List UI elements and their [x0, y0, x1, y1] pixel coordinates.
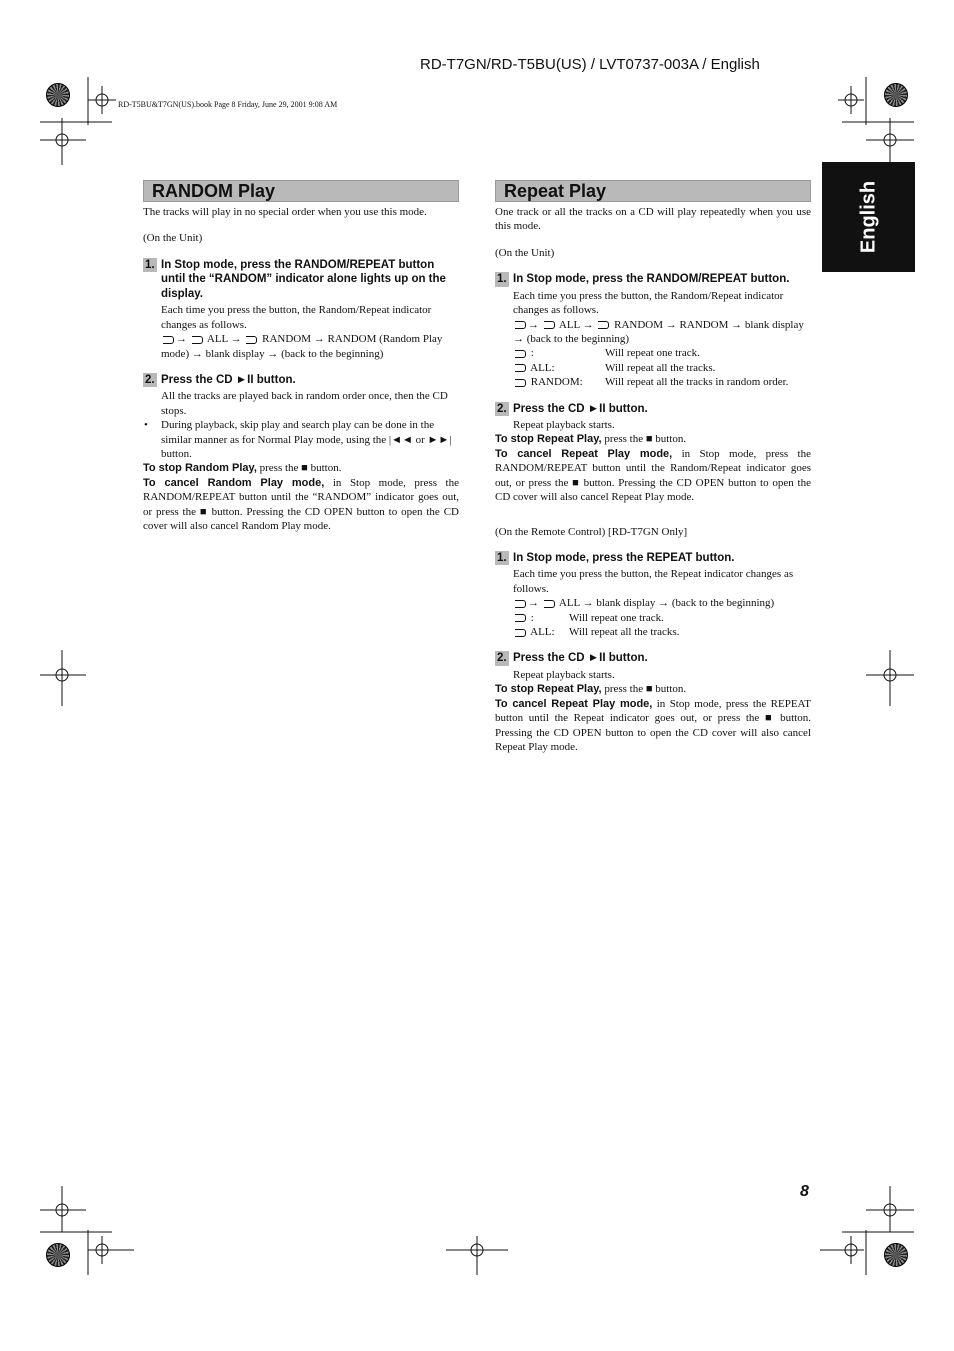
repeat-play-section [495, 180, 811, 754]
step-2: 2. Press the CD ►II button. [145, 373, 296, 386]
intro-text: The tracks will play in no special order when you use this mode. [143, 206, 427, 218]
step-2-desc: Repeat playback starts. [513, 419, 615, 432]
repeat-icon [192, 336, 203, 344]
registration-dial-icon [46, 1243, 70, 1267]
repeat-icon [544, 600, 555, 608]
repeat-icon [515, 321, 526, 329]
repeat-icon [163, 336, 174, 344]
repeat-icon [515, 614, 526, 622]
step-2-desc: All the tracks are played back in random order once, then the CD stops. [161, 390, 448, 417]
registration-dial-icon [884, 1243, 908, 1267]
remote-step-2-desc: Repeat playback starts. [513, 668, 615, 681]
step-1-desc: Each time you press the button, the Random/Repeat indicator changes as follows. [513, 289, 784, 317]
remote-mode-list: : Will repeat one track. ALL: Will repeat all the tracks. [495, 611, 811, 640]
remote-label: (On the Remote Control) [RD-T7GN Only] [495, 525, 688, 538]
remote-step-2: 2. Press the CD ►II button. [497, 652, 648, 665]
repeat-icon [598, 321, 609, 329]
repeat-icon [515, 350, 526, 358]
doc-header: RD-T7GN/RD-T5BU(US) / LVT0737-003A / English [420, 56, 760, 73]
section-title: RANDOM Play [143, 180, 459, 202]
remote-cancel-note: To cancel Repeat Play mode, in Stop mode, press the REPEAT button until the Repeat indicator goes out, or press the ■ button. Pressing the CD OPEN button to open the CD cover will also cancel Repeat Play mode. [495, 697, 811, 753]
book-info: RD-T5BU&T7GN(US).book Page 8 Friday, June 29, 2001 9:08 AM [118, 100, 338, 109]
remote-stop-note: To stop Repeat Play, press the ■ button. [495, 683, 687, 696]
repeat-icon [515, 379, 526, 387]
registration-dial-icon [46, 83, 70, 107]
stop-repeat-note: To stop Repeat Play, press the ■ button. [495, 433, 687, 446]
mode-list: : Will repeat one track. ALL: Will repeat all the tracks. RANDOM: Will repeat all the tracks in random order. [495, 346, 811, 389]
registration-dial-icon [884, 83, 908, 107]
repeat-icon [515, 629, 526, 637]
random-play-section [143, 180, 459, 534]
remote-step-1: 1. In Stop mode, press the REPEAT button. [497, 551, 735, 564]
step-1: 1. In Stop mode, press the RANDOM/REPEAT button. [497, 273, 790, 286]
cancel-repeat-note: To cancel Repeat Play mode, in Stop mode, press the RANDOM/REPEAT button until the Random/Repeat indicator goes out, or press the ■ button. Pressing the CD OPEN button to open the CD cover will also cancel Repeat Play mode. [495, 447, 811, 504]
remote-mode-sequence: → ALL → blank display → (back to the beginning) [495, 596, 811, 610]
step-2: 2. Press the CD ►II button. [497, 402, 648, 415]
remote-step-1-desc: Each time you press the button, the Repeat indicator changes as follows. [513, 568, 794, 595]
step-1-desc: Each time you press the button, the Random/Repeat indicator changes as follows. [161, 304, 432, 331]
mode-sequence: → ALL → RANDOM → RANDOM (Random Play mode) → blank display → (back to the beginning) [161, 333, 443, 360]
intro-text: One track or all the tracks on a CD will play repeatedly when you use this mode. [495, 206, 811, 233]
on-unit-label: (On the Unit) [143, 232, 203, 245]
cancel-random-note: To cancel Random Play mode, in Stop mode, press the RANDOM/REPEAT button until the “RANDOM” indicator goes out, or press the ■ button. Pressing the CD OPEN button to open the CD cover will also cancel Random Play mode. [143, 476, 459, 533]
bullet-note: • During playback, skip play and search play can be done in the similar manner as for Normal Play mode, using the |◄◄ or ►►| button. [143, 418, 459, 461]
section-title: Repeat Play [495, 180, 811, 202]
mode-sequence: → ALL → RANDOM → RANDOM → blank display → (back to the beginning) [513, 318, 804, 345]
stop-random-note: To stop Random Play, press the ■ button. [143, 462, 342, 475]
repeat-icon [515, 600, 526, 608]
repeat-icon [246, 336, 257, 344]
step-1: 1. In Stop mode, press the RANDOM/REPEAT button until the “RANDOM” indicator alone lights up on the display. [145, 258, 446, 300]
language-tab: English [822, 162, 915, 272]
repeat-icon [544, 321, 555, 329]
on-unit-label: (On the Unit) [495, 246, 555, 259]
page-number: 8 [800, 1183, 809, 1200]
repeat-icon [515, 364, 526, 372]
